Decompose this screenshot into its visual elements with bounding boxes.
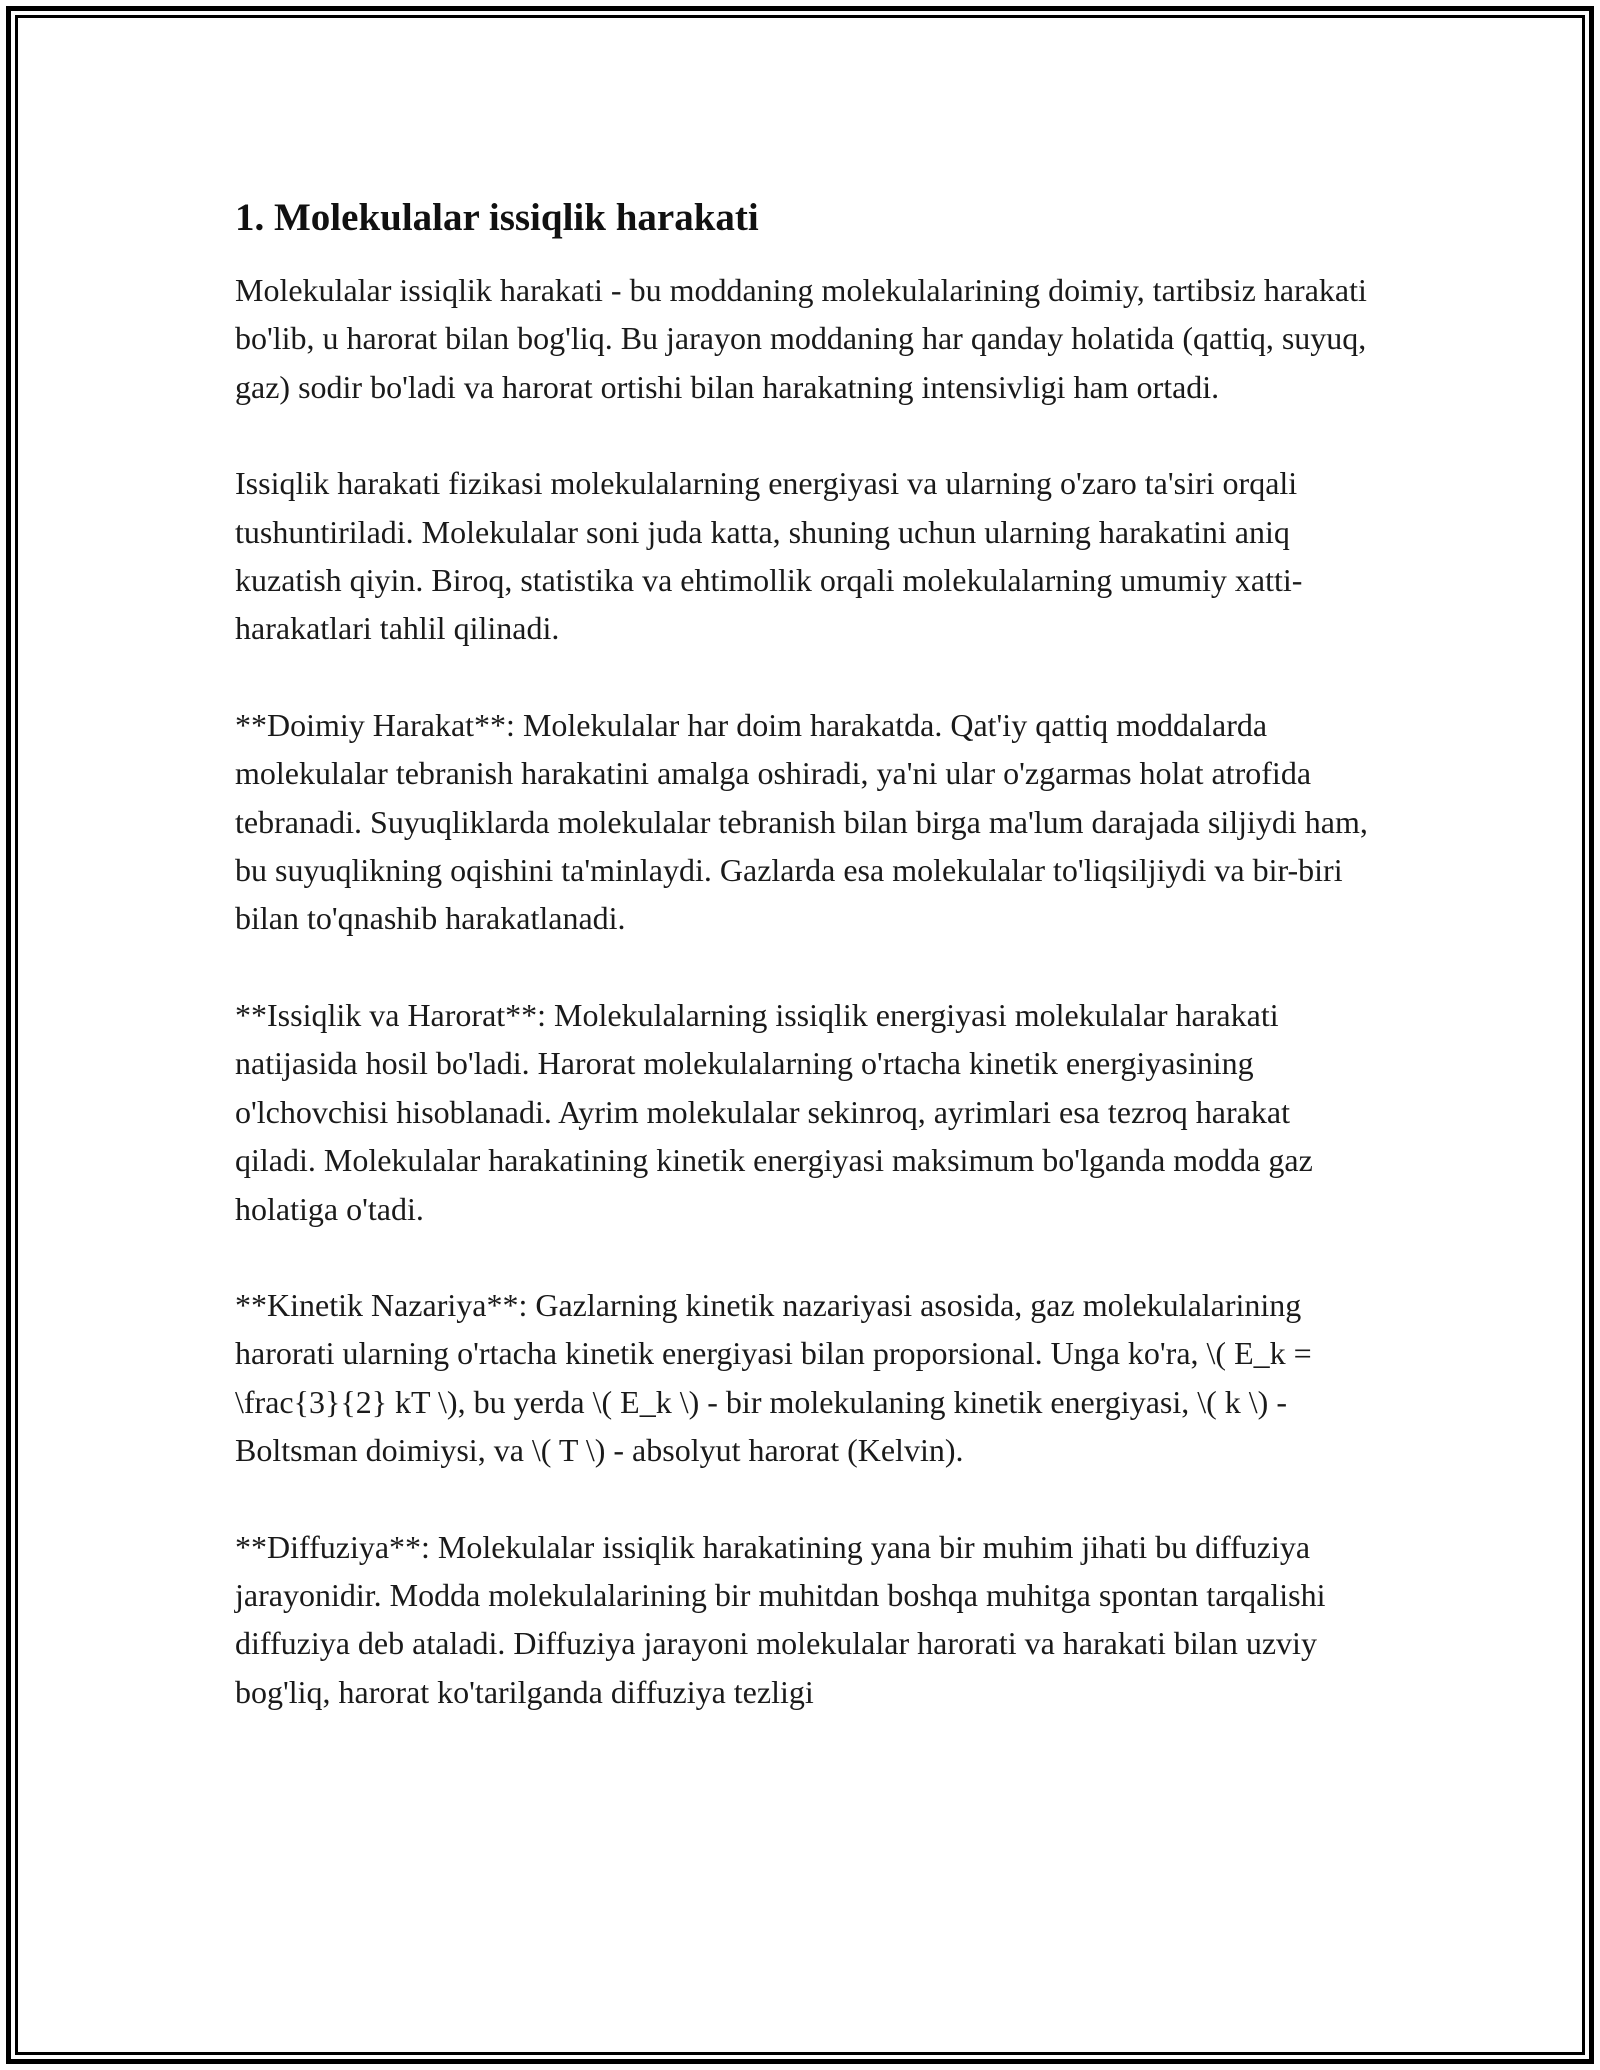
- paragraph-intro: Molekulalar issiqlik harakati - bu moddaning molekulalarining doimiy, tartibsiz harakati bo'lib, u harorat bilan bog'liq. Bu jarayon moddaning har qanday holatida (qattiq, suyuq, gaz) sodir bo'ladi va harorat ortishi bilan harakatning intensivligi ham ortadi.: [235, 272, 1367, 405]
- paragraph-constant-motion: **Doimiy Harakat**: Molekulalar har doim harakatda. Qat'iy qattiq moddalarda molekulalar tebranish harakatini amalga oshiradi, ya'ni ular o'zgarmas holat atrofida tebranadi. Suyuqliklarda molekulalar tebranish bilan birga ma'lum darajada siljiydi ham, bu suyuqlikning oqishini ta'minlaydi. Gazlarda esa molekulalar to'liqsiljiydi va bir-biri bilan to'qnashib harakatlanadi.: [235, 706, 1368, 937]
- paragraph-diffusion: **Diffuziya**: Molekulalar issiqlik harakatining yana bir muhim jihati bu diffuziya jarayonidir. Modda molekulalarining bir muhitdan boshqa muhitga spontan tarqalishi diffuziya deb ataladi. Diffuziya jarayoni molekulalar harorati va harakati bilan uzviy bog'liq, harorat ko'tarilganda diffuziya tezligi: [235, 1528, 1326, 1710]
- section-heading: 1. Molekulalar issiqlik harakati: [235, 196, 759, 239]
- document-body: [235, 180, 1375, 1764]
- paragraph-kinetic-theory: **Kinetik Nazariya**: Gazlarning kinetik nazariyasi asosida, gaz molekulalarining harorati ularning o'rtacha kinetik energiyasi bilan proporsional. Unga ko'ra, \( E_k = \frac{3}{2} kT \), bu yerda \( E_k \) - bir molekulaning kinetik energiyasi, \( k \) - Boltsman doimiysi, va \( T \) - absolyut harorat (Kelvin).: [235, 1286, 1312, 1469]
- paragraph-heat-temperature: **Issiqlik va Harorat**: Molekulalarning issiqlik energiyasi molekulalar harakati natijasida hosil bo'ladi. Harorat molekulalarning o'rtacha kinetik energiyasining o'lchovchisi hisoblanadi. Ayrim molekulalar sekinroq, ayrimlari esa tezroq harakat qiladi. Molekulalar harakatining kinetik energiyasi maksimum bo'lganda modda gaz holatiga o'tadi.: [235, 996, 1313, 1227]
- paragraph-physics: Issiqlik harakati fizikasi molekulalarning energiyasi va ularning o'zaro ta'siri orqali tushuntiriladi. Molekulalar soni juda katta, shuning uchun ularning harakatini aniq kuzatish qiyin. Biroq, statistika va ehtimollik orqali molekulalarning umumiy xatti-harakatlari tahlil qilinadi.: [235, 465, 1303, 647]
